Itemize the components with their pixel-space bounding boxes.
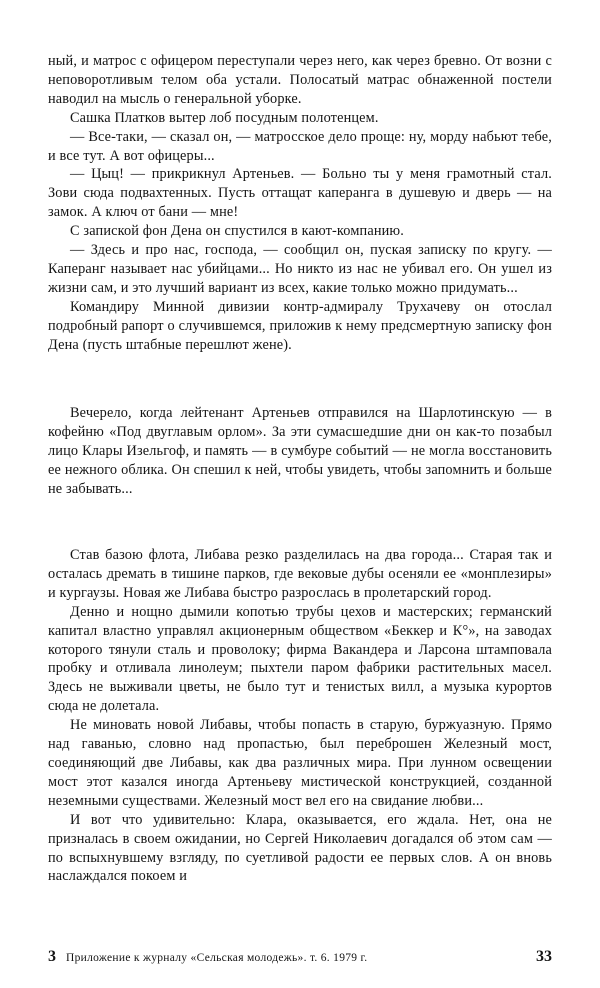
text-section-1 bbox=[48, 52, 552, 355]
text-section-3 bbox=[48, 546, 552, 886]
publication-note: Приложение к журналу «Сельская молодежь». т. 6. 1979 г. bbox=[66, 952, 368, 964]
paragraph: Вечерело, когда лейтенант Артеньев отправился на Шарлотинскую — в кофейню «Под двуглавым орлом». За эти сумасшедшие дни он как-то позабыл лицо Клары Изельгоф, и память — в сумбуре событий — не могла восстановить ее нежного облика. Он спешил к ней, чтобы увидеть, чтобы запомнить и больше не забывать... bbox=[48, 405, 552, 497]
paragraph: — Все-таки, — сказал он, — матросское дело проще: ну, морду набьют тебе, и все тут. А вот офицеры... bbox=[48, 128, 552, 164]
paragraph: И вот что удивительно: Клара, оказывается, его ждала. Нет, она не призналась в своем ожидании, но Сергей Николаевич догадался об этом сам — по вспыхнувшему взгляду, по суетливой радости ее первых слов. А он вновь наслаждался покоем и bbox=[48, 811, 552, 885]
paragraph: Сашка Платков вытер лоб посудным полотенцем. bbox=[70, 109, 379, 126]
page-number: 33 bbox=[536, 948, 552, 965]
paragraph: Командиру Минной дивизии контр-адмиралу Трухачеву он отослал подробный рапорт о случившемся, приложив к нему предсмертную записку фон Дена (пусть штабные перешлют жене). bbox=[48, 298, 552, 353]
paragraph: Денно и нощно дымили копотью трубы цехов и мастерских; германский капитал властно управлял акционерным обществом «Беккер и К°», на заводах которого тянули сталь и проволоку; фирма Вакандера и Ларсона штамповала пробку и отливала линолеум; пыхтели паром фабрики растительных масел. Здесь не выживали цветы, не было тут и тенистых вилл, а музыка курортов сюда не долетала. bbox=[48, 603, 552, 715]
page-footer bbox=[48, 948, 552, 966]
paragraph: ный, и матрос с офицером переступали через него, как через бревно. От возни с неповоротливым телом оба устали. Полосатый матрас обнаженной постели наводил на мысль о генеральной уборке. bbox=[48, 53, 552, 107]
paragraph: Не миновать новой Либавы, чтобы попасть в старую, буржуазную. Прямо над гаванью, словно над пропастью, был переброшен Железный мост, соединяющий две Либавы, как два различных мира. При лунном освещении мост этот казался иногда Артеньеву мистической конструкцией, созданной неземными существами. Железный мост вел его на свидание любви... bbox=[48, 717, 552, 809]
paragraph: С запиской фон Дена он спустился в кают-компанию. bbox=[70, 223, 404, 240]
paragraph: — Цыц! — прикрикнул Артеньев. — Больно ты у меня грамотный стал. Зови сюда подвахтенных. Пусть оттащат каперанга в душевую и дверь — на замок. А ключ от бани — мне! bbox=[48, 166, 552, 221]
signature-mark: 3 bbox=[48, 948, 56, 965]
paragraph: — Здесь и про нас, господа, — сообщил он, пуская записку по кругу. — Каперанг называет нас убийцами... Но никто из нас не убивал его. Он ушел из жизни сам, и это лучший вариант из всех, какие только можно придумать... bbox=[48, 242, 552, 296]
text-section-2 bbox=[48, 404, 552, 499]
paragraph: Став базою флота, Либава резко разделилась на два города... Старая так и осталась дремать в тишине парков, где вековые дубы осеняли ее «монплезиры» и кургаузы. Новая же Либава быстро разрослась в пролетарский город. bbox=[48, 547, 552, 601]
